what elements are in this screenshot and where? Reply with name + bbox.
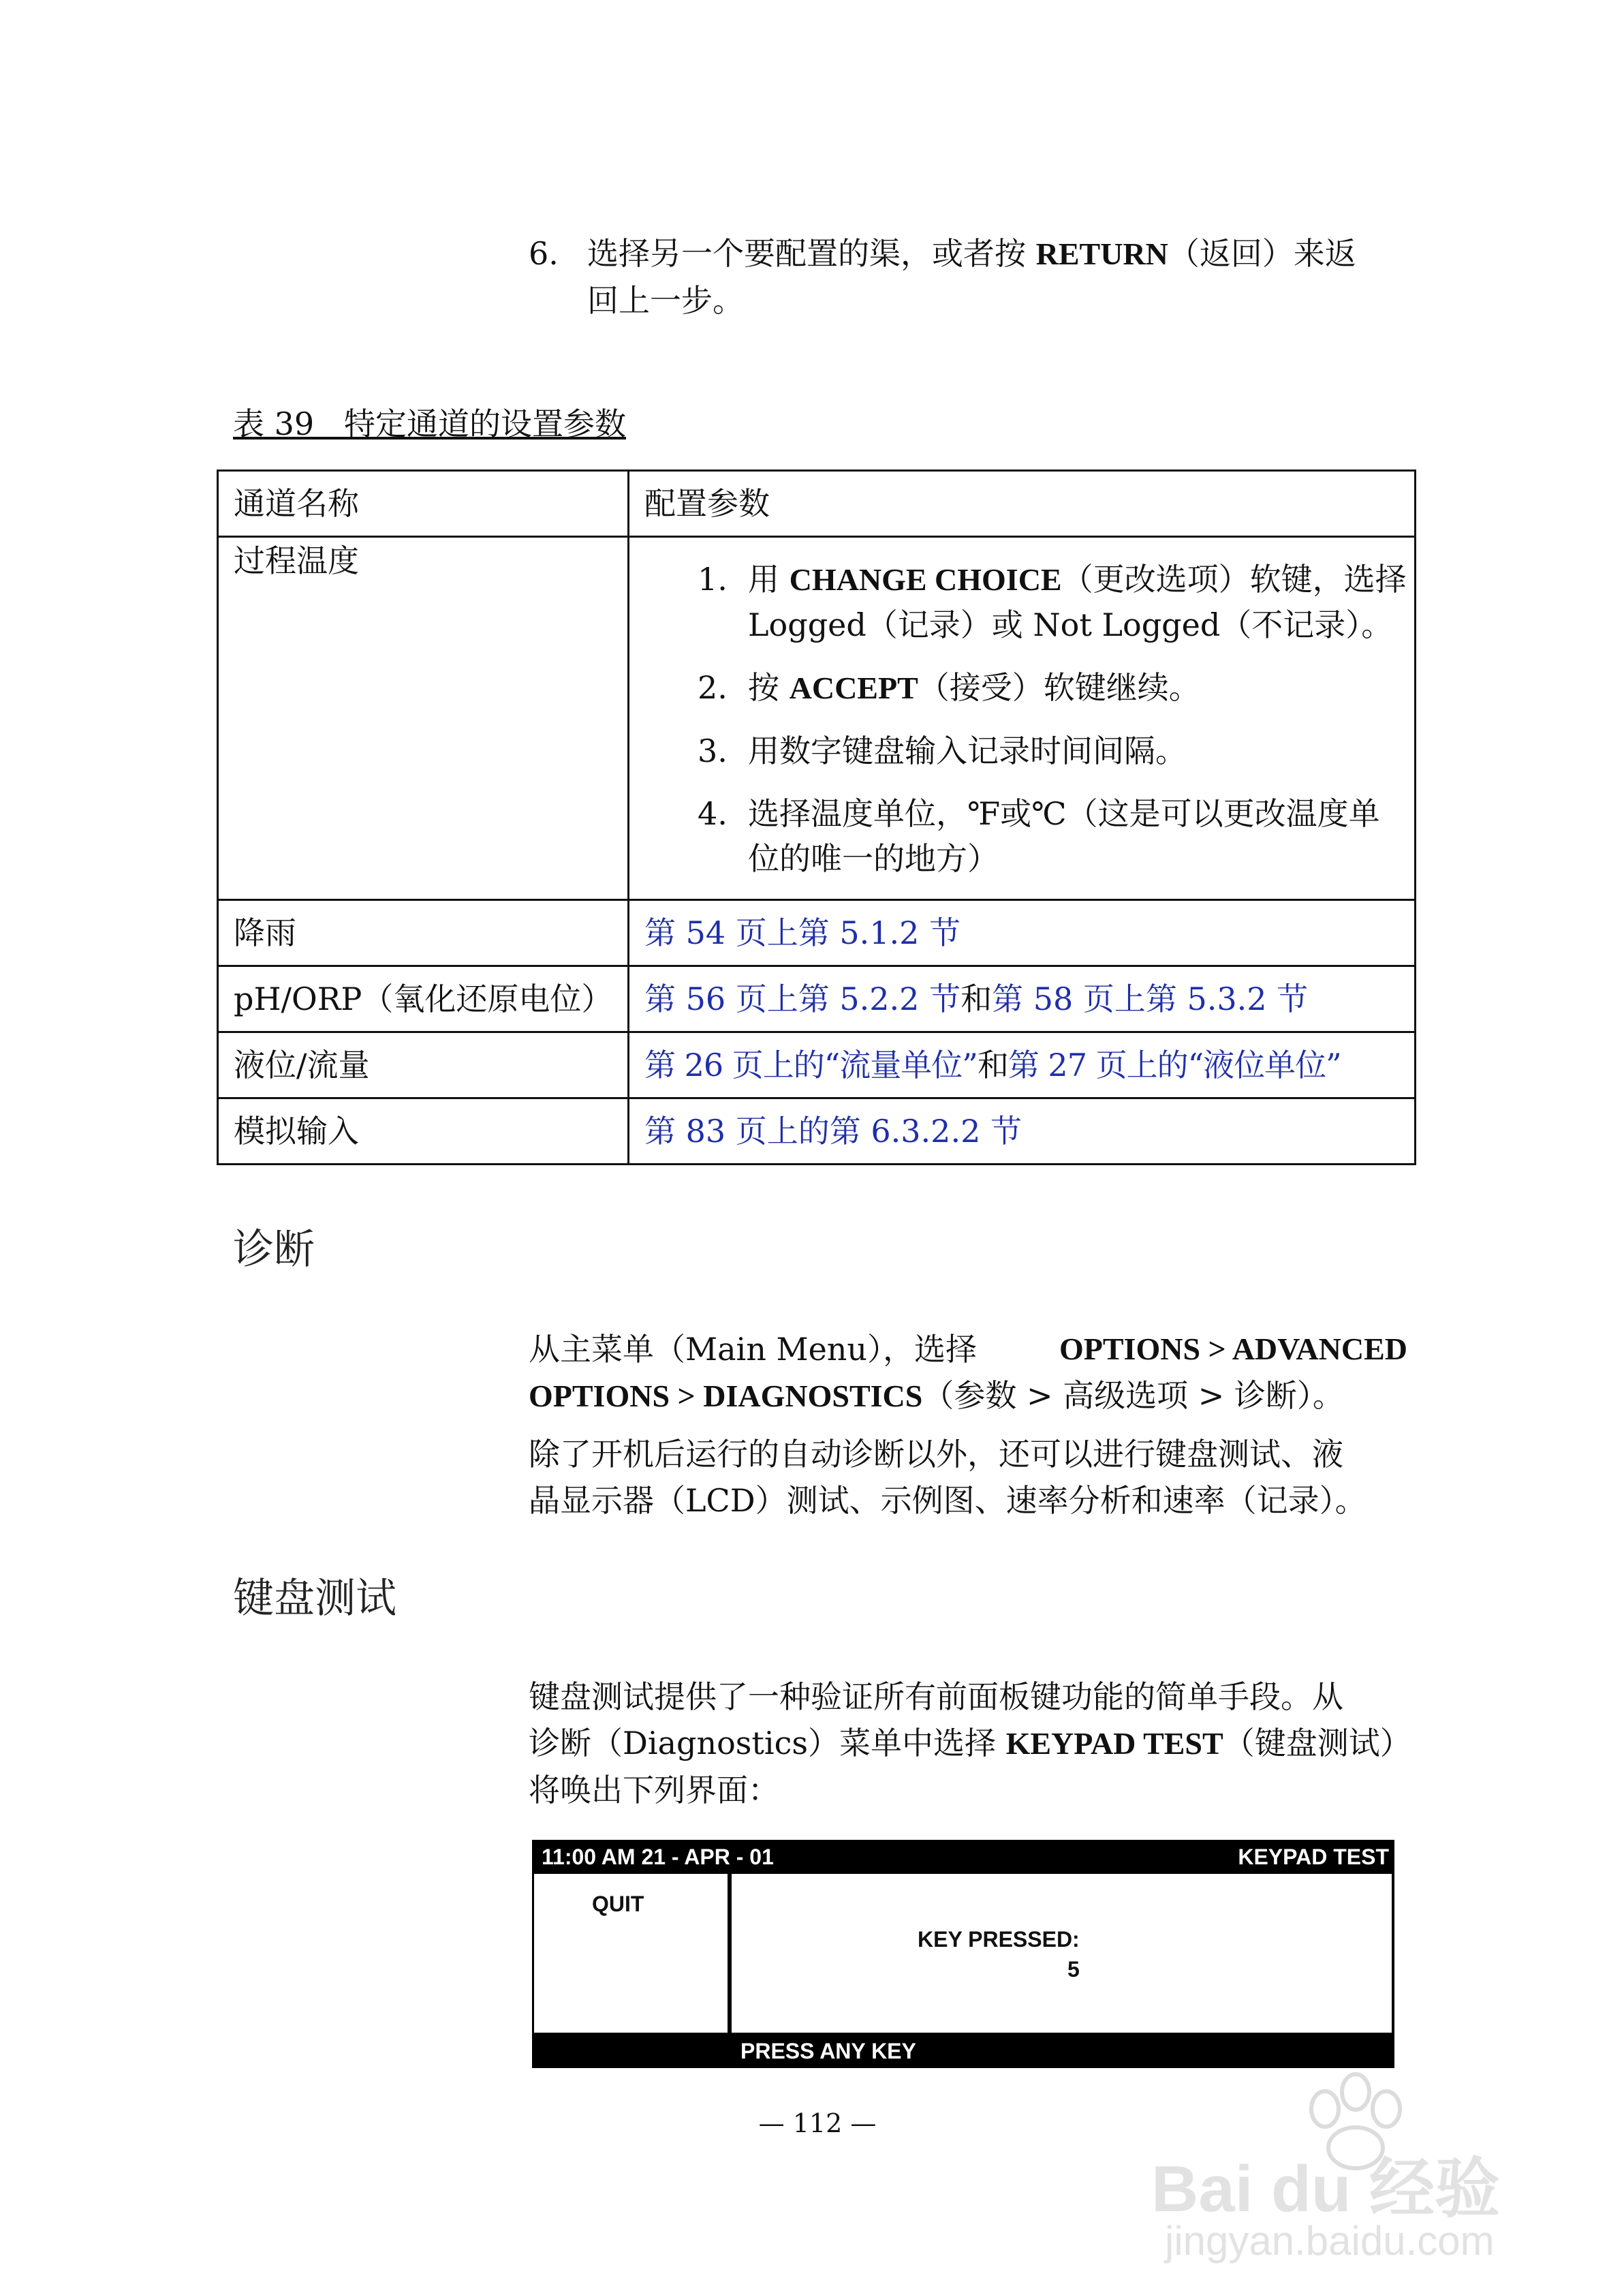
step-6-text-c: 回上一步。 bbox=[587, 282, 744, 319]
table-row bbox=[218, 1098, 1416, 1165]
row-ref-analog-input bbox=[629, 1098, 1416, 1165]
flow-unit-link[interactable]: 第 26 页上的“流量单位” bbox=[644, 1047, 978, 1083]
row-name-process-temp: 过程温度 bbox=[218, 537, 629, 900]
diagnostics-paragraph-1: 从主菜单（Main Menu），选择 OPTIONS > ADVANCED OPTIONS > DIAGNOSTICS（参数 > 高级选项 > 诊断）。 bbox=[529, 1326, 1407, 1419]
screen-datetime: 11:00 AM 21 - APR - 01 bbox=[542, 1845, 774, 1869]
step-6 bbox=[529, 230, 1407, 324]
table-row bbox=[218, 1032, 1416, 1098]
list-item: 3. 用数字键盘输入记录时间间隔。 bbox=[698, 733, 1187, 769]
change-choice-label: CHANGE CHOICE bbox=[789, 562, 1062, 597]
key-display-panel bbox=[732, 1874, 1392, 2033]
row-ref-level-flow: 第 26 页上的“流量单位”和第 27 页上的“液位单位” bbox=[629, 1032, 1416, 1098]
key-pressed-value: 5 bbox=[1067, 1957, 1080, 1982]
keypad-test-label: KEYPAD TEST bbox=[1005, 1726, 1223, 1761]
list-item: 2. 按 ACCEPT（接受）软键继续。 bbox=[698, 669, 1200, 706]
row-ref-ph-orp: 第 56 页上第 5.2.2 节和第 58 页上第 5.3.2 节 bbox=[629, 966, 1416, 1032]
step-6-text-a: 选择另一个要配置的渠，或者按 bbox=[587, 235, 1036, 272]
diagnostics-path: OPTIONS > DIAGNOSTICS bbox=[529, 1378, 923, 1413]
level-unit-link[interactable]: 第 27 页上的“液位单位” bbox=[1008, 1047, 1341, 1083]
step-6-number: 6. bbox=[529, 235, 559, 272]
advanced-options-path: OPTIONS > ADVANCED bbox=[1059, 1331, 1407, 1366]
header-config-params: 配置参数 bbox=[629, 471, 1416, 537]
screen-footer-text: PRESS ANY KEY bbox=[740, 2039, 916, 2063]
return-key-label: RETURN bbox=[1035, 236, 1168, 271]
settings-table bbox=[217, 469, 1416, 1165]
table-caption: 表 39 特定通道的设置参数 bbox=[233, 405, 627, 442]
row-name-analog-input: 模拟输入 bbox=[218, 1098, 629, 1165]
keypad-test-heading: 键盘测试 bbox=[233, 1575, 396, 1622]
keypad-test-paragraph: 键盘测试提供了一种验证所有前面板键功能的简单手段。从 诊断（Diagnostics）菜单中选择 KEYPAD TEST（键盘测试） 将唤出下列界面： bbox=[529, 1678, 1411, 1808]
header-channel-name: 通道名称 bbox=[218, 471, 629, 537]
step-6-text-b: （返回）来返 bbox=[1168, 235, 1356, 272]
watermark-url: jingyan.baidu.com bbox=[1165, 2218, 1495, 2264]
keypad-test-screen bbox=[532, 1840, 1394, 2068]
page-number: — 112 — bbox=[758, 2108, 877, 2138]
soft-key-panel bbox=[534, 1874, 728, 2033]
row-name-level-flow: 液位/流量 bbox=[218, 1032, 629, 1098]
row-name-rain: 降雨 bbox=[218, 900, 629, 966]
row-name-ph-orp: pH/ORP（氧化还原电位） bbox=[218, 966, 629, 1032]
rain-section-link[interactable]: 第 54 页上第 5.1.2 节 bbox=[644, 914, 961, 951]
table-row bbox=[218, 900, 1416, 966]
screen-title-bar bbox=[532, 1840, 1394, 1874]
row-ref-rain bbox=[629, 900, 1416, 966]
diagnostics-heading: 诊断 bbox=[233, 1226, 315, 1274]
list-item: 4. 选择温度单位，℉或℃（这是可以更改温度单位的唯一的地方） bbox=[698, 795, 1380, 877]
screen-footer-bar bbox=[532, 2034, 1394, 2068]
table-row bbox=[218, 966, 1416, 1032]
process-temp-steps bbox=[644, 538, 1414, 899]
key-pressed-label: KEY PRESSED: bbox=[918, 1927, 1080, 1952]
analog-section-link[interactable]: 第 83 页上的第 6.3.2.2 节 bbox=[644, 1113, 1022, 1150]
accept-label: ACCEPT bbox=[789, 671, 918, 705]
process-temp-steps-cell bbox=[629, 537, 1416, 900]
baidu-watermark bbox=[1151, 2071, 1601, 2276]
quit-soft-key[interactable]: QUIT bbox=[592, 1892, 644, 1916]
screen-title: KEYPAD TEST bbox=[1238, 1845, 1389, 1869]
list-item: 1. 用 CHANGE CHOICE（更改选项）软键，选择 Logged（记录）或 Not Logged（不记录）。 bbox=[698, 561, 1407, 643]
diagnostics-paragraph-2: 除了开机后运行的自动诊断以外，还可以进行键盘测试、液 晶显示器（LCD）测试、示例图、速率分析和速率（记录）。 bbox=[529, 1436, 1367, 1519]
ph-section-link[interactable]: 第 56 页上第 5.2.2 节 bbox=[644, 981, 961, 1017]
table-row bbox=[218, 537, 1416, 900]
watermark-brand: Bai du 经验 bbox=[1151, 2153, 1501, 2225]
orp-section-link[interactable]: 第 58 页上第 5.3.2 节 bbox=[992, 981, 1309, 1017]
table-header-row bbox=[218, 471, 1416, 537]
